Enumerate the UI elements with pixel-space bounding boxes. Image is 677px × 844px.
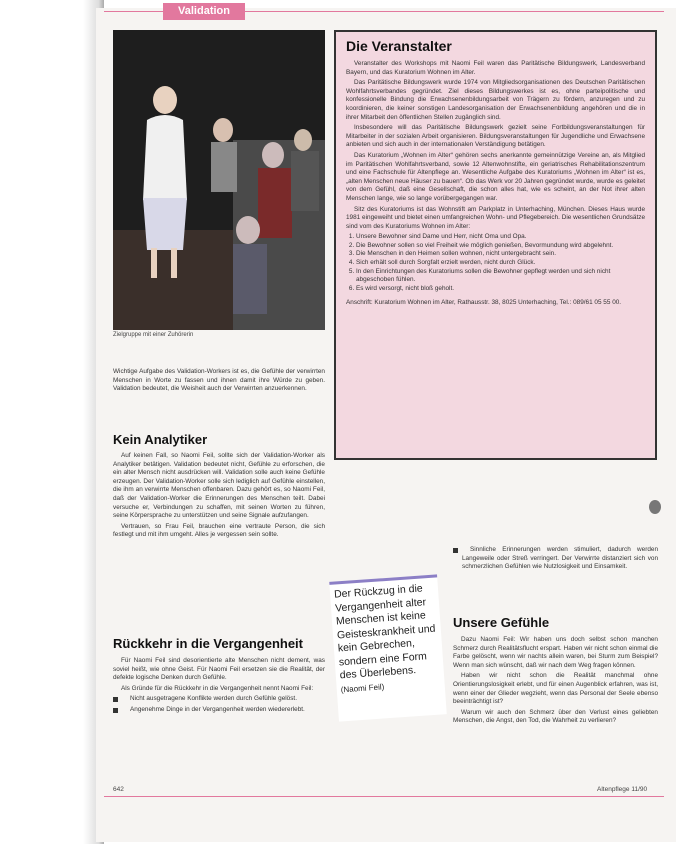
bullet-item: Angenehme Dinge in der Vergangenheit werden wiedererlebt. [113, 706, 325, 715]
bullet-item: Nicht ausgetragene Konflikte werden durch Gefühle gelöst. [113, 695, 325, 704]
left-column-1 [113, 452, 325, 542]
box-paragraph: Insbesondere will das Paritätische Bildungswerk gezielt seine Fortbildungsveranstaltungen für Mitarbeiter in der sozialen Arbeit organisieren. Bildungsveranstaltungen für Jugendliche und Erwachsene anbieten und sich auch in der internationalen Verständigung betätigen. [346, 124, 645, 149]
principles-list [346, 233, 645, 293]
paragraph: Dazu Naomi Feil: Wir haben uns doch selbst schon manchen Schmerz durch Realitätsflucht erspart. Haben wir nicht schon einmal die Farbe gelöscht, wenn wir nachts allein waren, bei Sturm zum Beispiel? Wenn man sich wünscht, daß wir nach dem Weg fragen können. [453, 636, 658, 669]
left-column-2 [113, 657, 325, 717]
binder-hole [649, 500, 661, 514]
heading-rueckkehr: Rückkehr in die Vergangenheit [113, 636, 303, 651]
organizers-box [334, 30, 657, 460]
paragraph: Vertrauen, so Frau Feil, brauchen eine vertraute Person, die sich festlegt und mit ihm umgeht. Alles je vergessen sein sollte. [113, 522, 325, 539]
list-item: 1. Unsere Bewohner sind Dame und Herr, nicht Oma und Opa. [356, 233, 645, 242]
list-item: 2. Die Bewohner sollen so viel Freiheit wie möglich genießen, Bevormundung wird abgelehnt. [356, 242, 645, 251]
paragraph: Haben wir nicht schon die Realität manchmal ohne Orientierungslosigkeit erlebt, und für einen Augenblick erfahren, was ist, wenn einer der Glieder wegzieht, wenn das Personal der Seele ebenso beeinträchtigt ist? [453, 672, 658, 706]
intro-text [113, 368, 325, 396]
page-gutter [0, 0, 104, 844]
list-item: 6. Es wird versorgt, nicht bloß geholt. [356, 285, 645, 294]
page-number: 642 [113, 786, 124, 793]
box-paragraph: Das Kuratorium „Wohnen im Alter“ gehören sechs anerkannte gemeinnützige Vereine an, als Mitglied im Paritätischen Wohlfahrtsverband, sowie 12 Altenwohnstifte, ein geriatrisches Rehabilitationszentrum und eine Fachschule für Altenpflege an. Wesentliche Aufgabe des Kuratoriums „Wohnen im Alter“ ist es, „alten Menschen neue Häuser zu bauen“. Ob das Werk vor 20 Jahren gegründet wurde, wurde es geleitet von dem Gefühl, daß eine Gesellschaft, die schon alles hat, wie es scheint, an der Not ihrer alten Menschen lange, wie so lange vorübergegangen war. [346, 151, 645, 202]
box-paragraph: Das Paritätische Bildungswerk wurde 1974 von Mitgliedsorganisationen des Deutschen Paritätischen Wohlfahrtsverbandes gegründet. Ziel dieses Bildungswerkes ist es, ohne parteipolitische und konfessionelle Bindung die Erwachsenenbildungsarbeit von Trägern zu fördern, anzuregen und zu koordinieren, die keiner sonstigen Landesorganisation der Erwachsenenbildung angehören und die in ihrer Mitarbeit den öffentlichen Stellen zugänglich sind. [346, 79, 645, 121]
right-column-bullet [453, 546, 658, 574]
quote-text: Der Rückzug in die Vergangenheit alter Menschen ist keine Geisteskrankheit und kein Gebrechen, sondern eine Form des Überlebens. [333, 582, 436, 682]
right-column [453, 636, 658, 728]
quote-author: (Naomi Feil) [340, 681, 385, 694]
address: Anschrift: Kuratorium Wohnen im Alter, Rathausstr. 38, 8025 Unterhaching, Tel.: 089/61 05 55 00. [346, 299, 622, 307]
heading-unsere-gefuehle: Unsere Gefühle [453, 615, 550, 630]
footer-rule [104, 796, 664, 797]
box-title: Die Veranstalter [346, 38, 452, 54]
issue-label: Altenpflege 11/90 [597, 786, 648, 793]
list-item: 5. In den Einrichtungen des Kuratoriums sollen die Bewohner gepflegt werden und sich nicht abgeschoben fühlen. [356, 268, 645, 285]
paragraph: Warum wir auch den Schmerz über den Verlust eines geliebten Menschen, die Angst, den Tod, die Wahrheit zu verlieren? [453, 708, 658, 725]
paragraph: Als Gründe für die Rückkehr in die Vergangenheit nennt Naomi Feil: [121, 684, 314, 692]
paragraph: Für Naomi Feil sind desorientierte alte Menschen nicht dement, was soviel heißt, wie ohne Geist. Für Naomi Feil ersetzen sie die Realität, der defekte logische Denken durch Gefühle. [113, 657, 325, 682]
photo-caption: Zielgruppe mit einer Zuhörerin [113, 332, 194, 338]
bullet-item: Sinnliche Erinnerungen werden stimuliert, dadurch werden Langeweile oder Streß verringert. Der Verwirrte distanziert sich von schmerzlichen Gefühlen wie Nutzlosigkeit und Einsamkeit. [453, 546, 658, 572]
paragraph: Auf keinen Fall, so Naomi Feil, sollte sich der Validation-Worker als Analytiker betätigen. Validation bedeutet nicht, Gefühle zu erforschen, die ein alter Mensch nicht ausdrücken will. Validation solle auch keine Gefühle erzeugen. Der Validation-Worker solle sich lediglich auf Gefühle einstellen, die ihm an verwirrte Menschen offenbaren. Dazu gehört es, so Naomi Feil, daß der Validation-Worker die Erinnerungen des Menschen teilt. Dabei versuche er, Verbindungen zu schaffen, mit seinen Worten zu führen, seine Körpersprache zu unterstützen und seine Signale aufzufangen. [113, 452, 325, 520]
photo-illustration [113, 30, 325, 330]
box-paragraph: Veranstalter des Workshops mit Naomi Feil waren das Paritätische Bildungswerk, Landesverband Bayern, und das Kuratorium Wohnen im Alter. [346, 60, 645, 76]
pull-quote [329, 574, 447, 721]
box-paragraph: Sitz des Kuratoriums ist das Wohnstift am Parkplatz in Unterhaching, München. Dieses Haus wurde 1981 eingeweiht und bietet einen umfangreichen Wohn- und Pflegebereich. Die wesentlichen Grundsätze sind vom des Kuratoriums Wohnen im Alter: [346, 205, 645, 230]
heading-kein-analytiker: Kein Analytiker [113, 432, 208, 447]
intro-paragraph: Wichtige Aufgabe des Validation-Workers ist es, die Gefühle der verwirrten Menschen in Worte zu fassen und ihnen damit ihre Würde zu geben. Validation bedeutet, die Weisheit auch der Verwirrten anzuerkennen. [113, 368, 325, 393]
list-item: 3. Die Menschen in den Heimen sollen wohnen, nicht untergebracht sein. [356, 250, 645, 259]
section-tag: Validation [163, 3, 245, 20]
workshop-photo [113, 30, 325, 330]
list-item: 4. Sich erhält soll durch Sorgfalt erzielt werden, nicht durch Glück. [356, 259, 645, 268]
